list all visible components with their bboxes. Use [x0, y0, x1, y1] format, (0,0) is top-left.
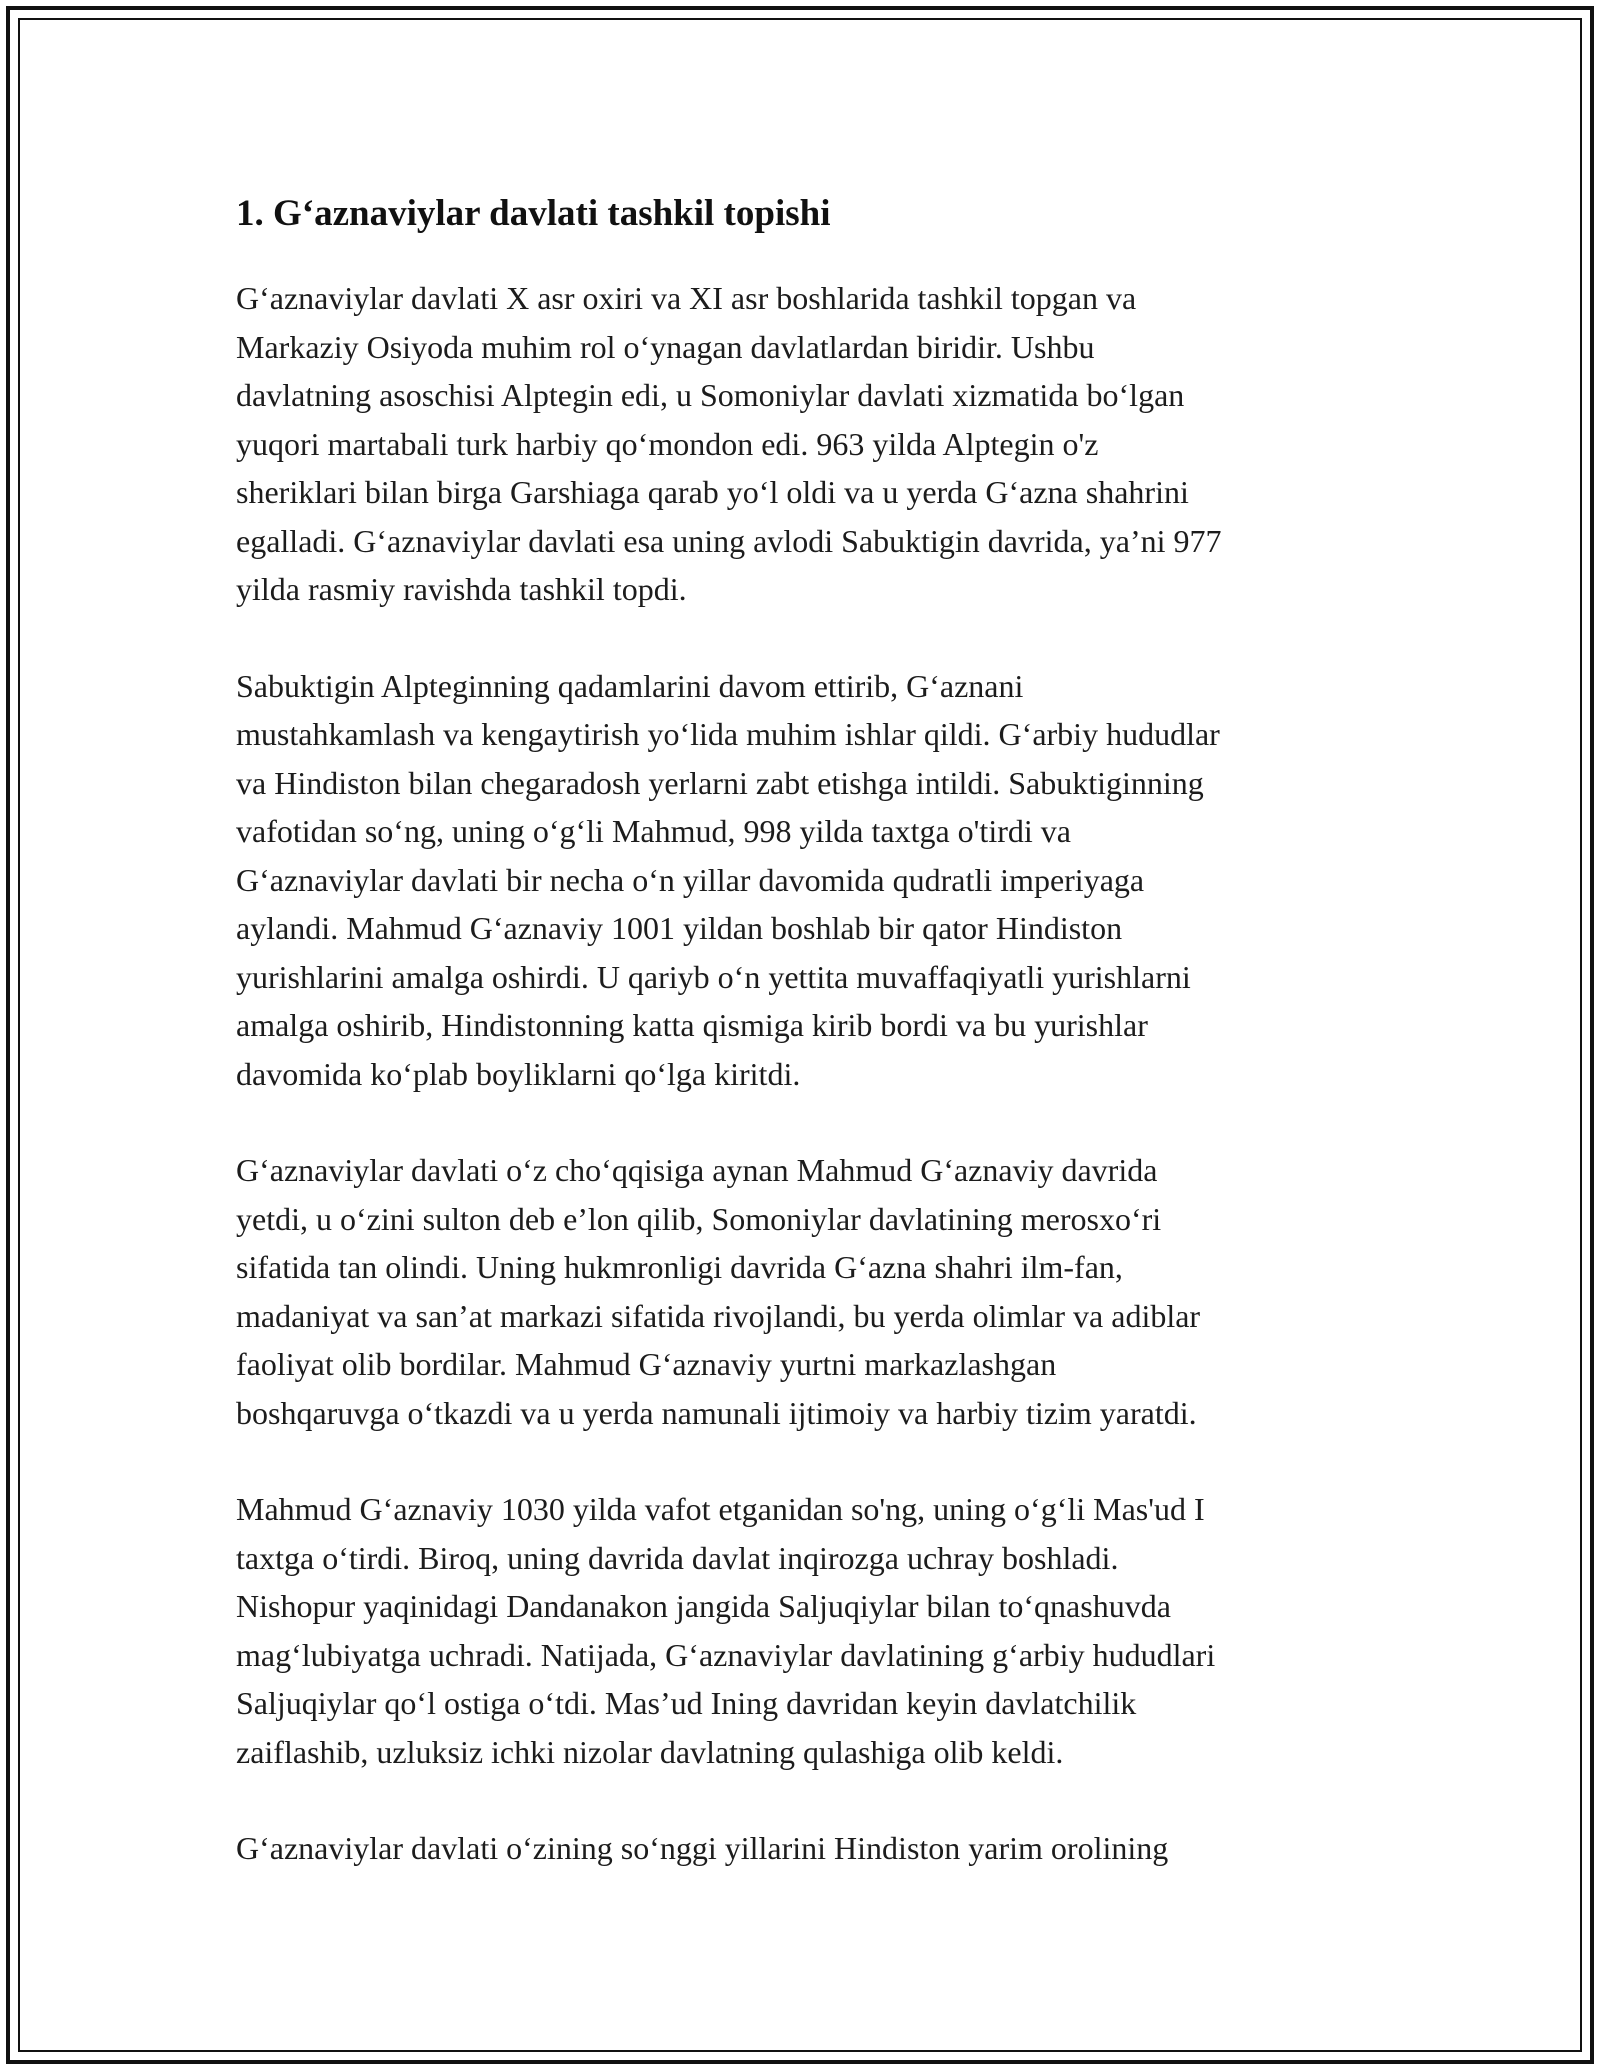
text-line: yuqori martabali turk harbiy qo‘mondon edi. 963 yilda Alptegin o'z [236, 425, 1099, 462]
text-line: davlatning asoschisi Alptegin edi, u Somoniylar davlati xizmatida bo‘lgan [236, 377, 1185, 413]
text-line: mustahkamlash va kengaytirish yo‘lida muhim ishlar qildi. G‘arbiy hududlar [236, 716, 1220, 752]
text-line: G‘aznaviylar davlati o‘zining so‘nggi yillarini Hindiston yarim orolining [236, 1830, 1169, 1866]
text-line: aylandi. Mahmud G‘aznaviy 1001 yildan boshlab bir qator Hindiston [236, 910, 1123, 946]
document-body [236, 188, 1376, 1921]
paragraph-4 [236, 1485, 1376, 1776]
section-heading: 1. G‘aznaviylar davlati tashkil topishi [236, 193, 831, 234]
text-line: G‘aznaviylar davlati o‘z cho‘qqisiga aynan Mahmud G‘aznaviy davrida [236, 1152, 1158, 1188]
text-line: yetdi, u o‘zini sulton deb e’lon qilib, Somoniylar davlatining merosxo‘ri [236, 1200, 1162, 1237]
text-line: taxtga o‘tirdi. Biroq, uning davrida davlat inqirozga uchray boshladi. [236, 1539, 1119, 1576]
text-line: madaniyat va san’at markazi sifatida rivojlandi, bu yerda olimlar va adiblar [236, 1297, 1201, 1334]
text-line: yilda rasmiy ravishda tashkil topdi. [236, 571, 687, 607]
text-line: boshqaruvga o‘tkazdi va u yerda namunali ijtimoiy va harbiy tizim yaratdi. [236, 1394, 1197, 1431]
text-line: Saljuqiylar qo‘l ostiga o‘tdi. Mas’ud Ining davridan keyin davlatchilik [236, 1685, 1137, 1721]
text-line: sheriklari bilan birga Garshiaga qarab yo‘l oldi va u yerda G‘azna shahrini [236, 474, 1189, 510]
paragraph-1 [236, 274, 1376, 614]
text-line: G‘aznaviylar davlati bir necha o‘n yillar davomida qudratli imperiyaga [236, 861, 1145, 898]
text-line: va Hindiston bilan chegaradosh yerlarni zabt etishga intildi. Sabuktiginning [236, 764, 1204, 801]
text-line: Markaziy Osiyoda muhim rol o‘ynagan davlatlardan biridir. Ushbu [236, 328, 1095, 365]
paragraph-3 [236, 1146, 1376, 1437]
text-line: faoliyat olib bordilar. Mahmud G‘aznaviy yurtni markazlashgan [236, 1346, 1057, 1382]
text-line: sifatida tan olindi. Uning hukmronligi davrida G‘azna shahri ilm-fan, [236, 1249, 1123, 1285]
paragraph-2 [236, 662, 1376, 1099]
text-line: Mahmud G‘aznaviy 1030 yilda vafot etganidan so'ng, uning o‘g‘li Mas'ud I [236, 1491, 1205, 1527]
text-line: egalladi. G‘aznaviylar davlati esa uning avlodi Sabuktigin davrida, ya’ni 977 [236, 522, 1222, 559]
text-line: vafotidan so‘ng, uning o‘g‘li Mahmud, 998 yilda taxtga o'tirdi va [236, 813, 1071, 849]
text-line: Sabuktigin Alpteginning qadamlarini davom ettirib, G‘aznani [236, 667, 1024, 704]
paragraph-5 [236, 1824, 1376, 1873]
text-line: G‘aznaviylar davlati X asr oxiri va XI asr boshlarida tashkil topgan va [236, 280, 1137, 316]
text-line: yurishlarini amalga oshirdi. U qariyb o‘n yettita muvaffaqiyatli yurishlarni [236, 958, 1191, 995]
text-line: Nishopur yaqinidagi Dandanakon jangida Saljuqiylar bilan to‘qnashuvda [236, 1588, 1171, 1624]
text-line: davomida ko‘plab boyliklarni qo‘lga kiritdi. [236, 1055, 801, 1092]
text-line: amalga oshirib, Hindistonning katta qismiga kirib bordi va bu yurishlar [236, 1007, 1148, 1043]
text-line: zaiflashib, uzluksiz ichki nizolar davlatning qulashiga olib keldi. [236, 1733, 1064, 1770]
text-line: mag‘lubiyatga uchradi. Natijada, G‘aznaviylar davlatining g‘arbiy hududlari [236, 1636, 1216, 1673]
